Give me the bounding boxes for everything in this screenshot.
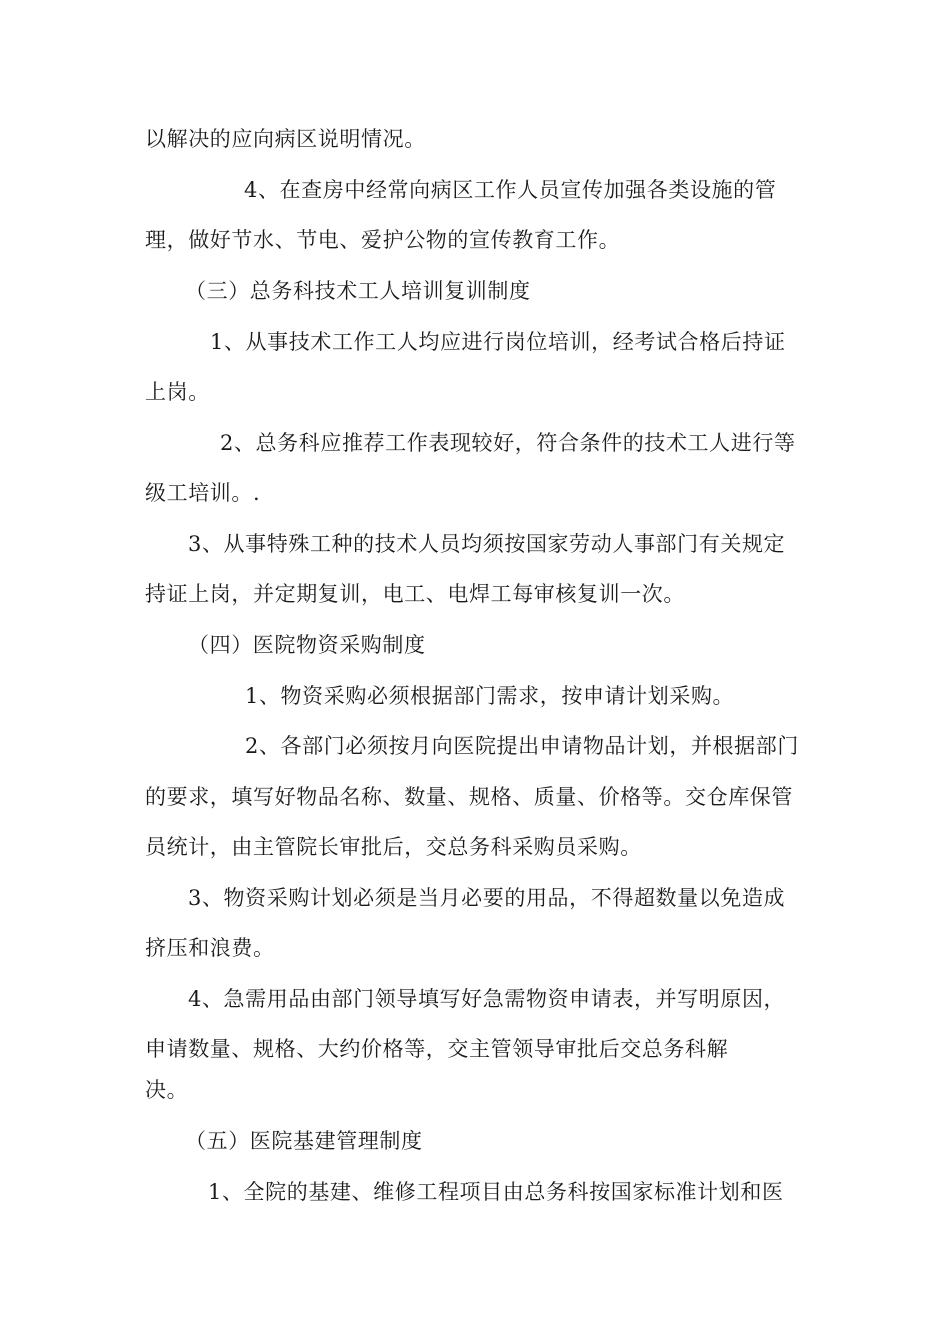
text-line: 4、急需用品由部门领导填写好急需物资申请表，并写明原因， <box>188 987 786 1011</box>
text-line: 3、物资采购计划必须是当月必要的用品，不得超数量以免造成 <box>188 886 786 910</box>
text-line: 2、各部门必须按月向医院提出申请物品计划，并根据部门 <box>245 734 799 758</box>
text-line: 以解决的应向病区说明情况。 <box>145 127 426 151</box>
text-line: 决。 <box>145 1078 189 1102</box>
text-line: 申请数量、规格、大约价格等，交主管领导审批后交总务科解 <box>145 1037 729 1061</box>
text-line: 1、从事技术工作工人均应进行岗位培训，经考试合格后持证 <box>210 330 786 354</box>
text-line: 的要求，填写好物品名称、数量、规格、质量、价格等。交仓库保管 <box>145 785 793 809</box>
text-line: 2、总务科应推荐工作表现较好，符合条件的技术工人进行等 <box>220 431 796 455</box>
text-line: 1、全院的基建、维修工程项目由总务科按国家标准计划和医 <box>208 1180 784 1204</box>
text-line: 员统计，由主管院长审批后，交总务科采购员采购。 <box>145 835 642 859</box>
text-line: 理，做好节水、节电、爱护公物的宣传教育工作。 <box>145 228 621 252</box>
text-line: 4、在查房中经常向病区工作人员宣传加强各类设施的管 <box>244 178 777 202</box>
section-heading: （五）医院基建管理制度 <box>185 1129 423 1153</box>
section-heading: （四）医院物资采购制度 <box>188 633 426 657</box>
text-line: 3、从事特殊工种的技术人员均须按国家劳动人事部门有关规定 <box>188 532 786 556</box>
text-line: 1、物资采购必须根据部门需求，按申请计划采购。 <box>245 684 735 708</box>
text-line: 上岗。 <box>145 380 210 404</box>
text-line: 持证上岗，并定期复训，电工、电焊工每审核复训一次。 <box>145 582 685 606</box>
text-line: 级工培训。. <box>145 481 261 505</box>
text-line: 挤压和浪费。 <box>145 936 275 960</box>
section-heading: （三）总务科技术工人培训复训制度 <box>185 279 531 303</box>
